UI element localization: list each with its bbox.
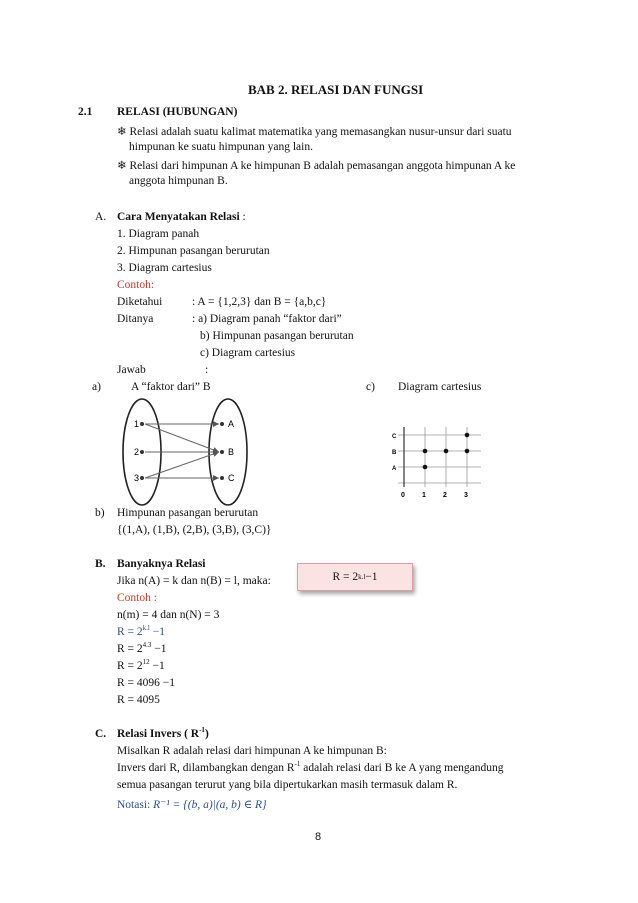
step-1-base: R = 2: [117, 626, 143, 638]
section-number: 2.1: [78, 106, 93, 118]
step-1: [117, 626, 165, 638]
step-1-tail: −1: [149, 626, 165, 638]
chart-point: [465, 449, 470, 454]
domain-label: 2: [134, 447, 140, 457]
codomain-dot: [220, 476, 224, 480]
x-tick-label: 1: [422, 492, 426, 499]
formula-tail: −1: [365, 571, 378, 583]
bullet-1-line2: himpunan ke suatu himpunan yang lain.: [129, 141, 313, 153]
sub-b-caption: Himpunan pasangan berurutan: [117, 507, 259, 519]
known-value: : A = {1,2,3} dan B = {a,b,c}: [192, 296, 327, 308]
example-label-a: Contoh:: [117, 279, 155, 291]
step-5: R = 4095: [117, 694, 160, 706]
answer-colon: :: [205, 364, 209, 376]
formula-base: R = 2: [332, 571, 359, 583]
method-2: 2. Himpunan pasangan berurutan: [117, 245, 270, 257]
step-2-base: R = 2: [117, 643, 143, 655]
method-3: 3. Diagram cartesius: [117, 262, 212, 274]
x-tick-label: 2: [443, 492, 447, 499]
part-b-condition: Jika n(A) = k dan n(B) = l, maka:: [117, 575, 271, 587]
snowflake-icon: ❄: [117, 126, 127, 138]
chart-point: [423, 465, 428, 470]
bullet-2-line1: Relasi dari himpunan A ke himpunan B adalah pemasangan anggota himpunan A ke: [129, 160, 516, 172]
x-tick-label: 0: [401, 492, 405, 499]
notation-formula: R⁻¹ = {(b, a)|(a, b) ∈ R}: [153, 799, 267, 811]
chapter-title: BAB 2. RELASI DAN FUNGSI: [248, 82, 424, 97]
part-c-title-text: Relasi Invers ( R: [117, 728, 200, 740]
step-3-exp: 12: [142, 658, 150, 667]
sub-b-label: b): [95, 507, 105, 519]
chart-point: [423, 449, 428, 454]
relation-arrow: [145, 424, 219, 452]
part-b-letter: B.: [95, 558, 106, 570]
codomain-dot: [220, 422, 224, 426]
step-2-tail: −1: [151, 643, 167, 655]
step-3-base: R = 2: [117, 660, 143, 672]
step-3-tail: −1: [149, 660, 165, 672]
snowflake-icon: ❄: [117, 160, 127, 172]
method-1: 1. Diagram panah: [117, 228, 200, 240]
part-a-heading: [117, 211, 246, 223]
chart-point: [444, 449, 449, 454]
part-c-title-close: ): [204, 728, 209, 740]
part-c-line3: semua pasangan terurut yang bila dipertukarkan masih termasuk dalam R.: [117, 779, 458, 791]
sub-c-label: c): [366, 381, 375, 393]
asked-item-a: : a) Diagram panah “faktor dari”: [192, 313, 342, 325]
asked-item-b: b) Himpunan pasangan berurutan: [200, 330, 354, 342]
domain-dot: [140, 450, 144, 454]
part-c-title: [117, 728, 209, 740]
bullet-2: [117, 158, 515, 172]
formula-box: R = 2 k.l −1: [297, 563, 413, 591]
step-4: R = 4096 −1: [117, 677, 176, 689]
domain-label: 3: [134, 473, 140, 483]
y-tick-label: C: [392, 434, 397, 440]
notation-label: Notasi:: [117, 799, 151, 811]
step-2-exp: 4.3: [142, 641, 152, 650]
answer-label: Jawab: [117, 364, 146, 376]
part-c-title-exp: -1: [199, 726, 205, 735]
part-c-line2-post: adalah relasi dari B ke A yang mengandung: [300, 762, 504, 774]
domain-label: 1: [134, 419, 140, 429]
step-3: [117, 660, 165, 672]
codomain-label: B: [228, 447, 235, 457]
step-2: [117, 643, 167, 655]
codomain-dot: [220, 450, 224, 454]
example-given: n(m) = 4 dan n(N) = 3: [117, 609, 220, 621]
section-title: RELASI (HUBUNGAN): [117, 106, 238, 118]
step-1-exp: k.l: [142, 624, 150, 633]
codomain-label: C: [228, 473, 235, 483]
known-label: Diketahui: [117, 296, 163, 308]
notation-line: [117, 797, 267, 811]
domain-dot: [140, 422, 144, 426]
bullet-2-line2: anggota himpunan B.: [129, 175, 228, 187]
ordered-pairs-set: {(1,A), (1,B), (2,B), (3,B), (3,C)}: [117, 524, 272, 536]
arrow-diagram: [118, 396, 258, 508]
cartesian-chart: [372, 415, 502, 500]
sub-a-caption: A “faktor dari” B: [131, 381, 211, 393]
part-b-title: Banyaknya Relasi: [117, 558, 206, 570]
sub-a-label: a): [92, 381, 101, 393]
asked-item-c: c) Diagram cartesius: [200, 347, 296, 359]
chart-point: [465, 433, 470, 438]
y-tick-label: A: [392, 466, 397, 472]
y-tick-label: B: [392, 450, 397, 456]
bullet-1-line1: Relasi adalah suatu kalimat matematika yang memasangkan nusur-unsur dari suatu: [129, 126, 512, 138]
part-c-letter: C.: [95, 728, 107, 740]
bullet-1: [117, 124, 512, 138]
x-tick-label: 3: [464, 492, 468, 499]
example-label-b: Contoh :: [117, 592, 157, 604]
part-c-line2: [117, 762, 504, 774]
page-number: 8: [315, 831, 322, 843]
sub-c-caption: Diagram cartesius: [398, 381, 482, 393]
part-c-line1: Misalkan R adalah relasi dari himpunan A ke himpunan B:: [117, 745, 387, 757]
part-a-title: Cara Menyatakan Relasi: [117, 211, 240, 223]
codomain-label: A: [228, 419, 235, 429]
asked-label: Ditanya: [117, 313, 154, 325]
part-c-line2-exp: -1: [294, 760, 301, 769]
part-c-line2-pre: Invers dari R, dilambangkan dengan R: [117, 762, 295, 774]
relation-arrow: [145, 452, 219, 478]
domain-dot: [140, 476, 144, 480]
part-a-title-suffix: :: [239, 211, 246, 223]
part-a-letter: A.: [95, 211, 107, 223]
